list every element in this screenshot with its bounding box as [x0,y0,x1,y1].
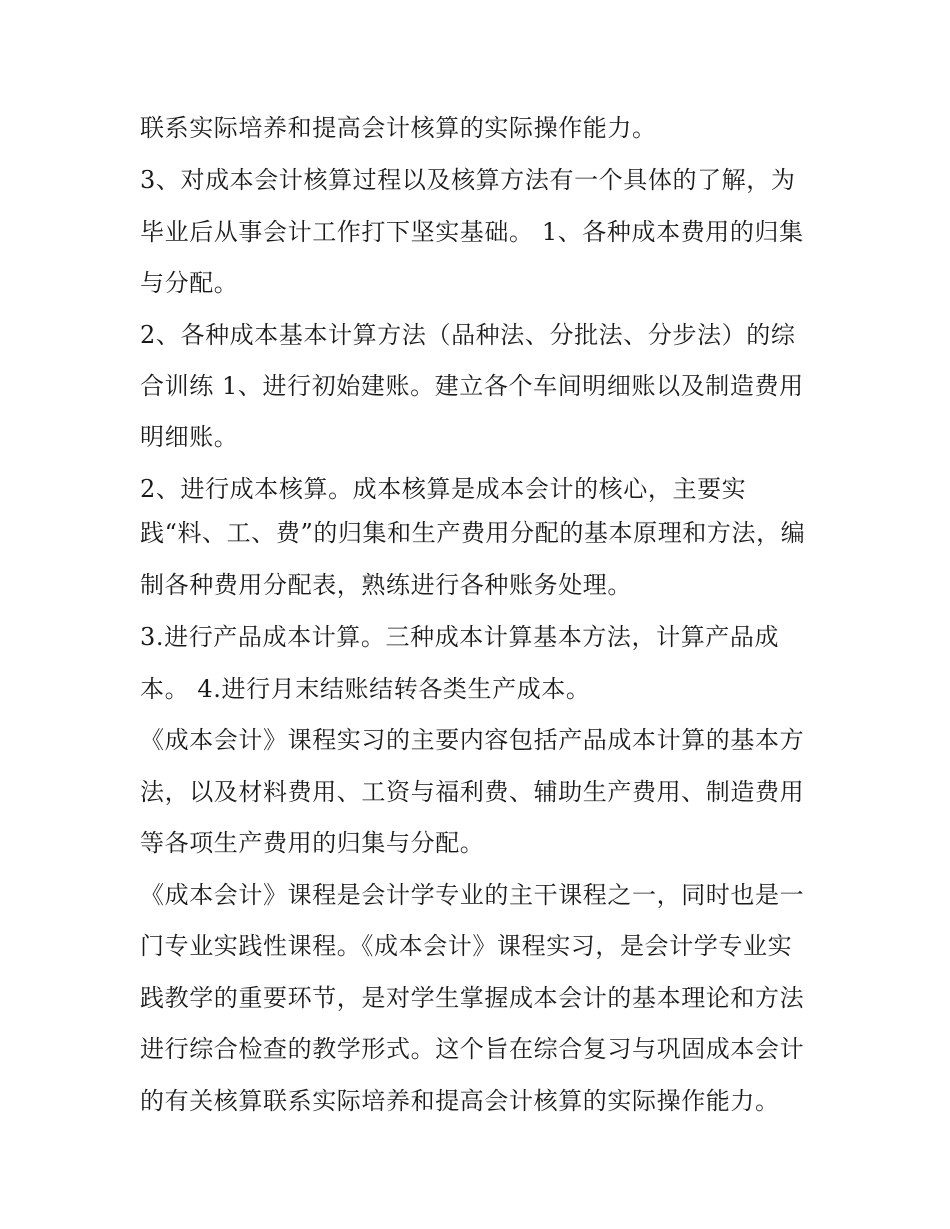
text-line: 明细账。 [140,423,239,451]
text-line: 《成本会计》课程实习的主要内容包括产品成本计算的基本方 [140,726,805,754]
text-line: 《成本会计》课程是会计学专业的主干课程之一，同时也是一 [140,881,805,909]
text-line: 2、进行成本核算。成本核算是成本会计的核心，主要实 [140,475,747,503]
text-line: 合训练 1、进行初始建账。建立各个车间明细账以及制造费用 [140,372,804,400]
text-line: 进行综合检查的教学形式。这个旨在综合复习与巩固成本会计 [140,1035,805,1063]
text-line: 本。 4.进行月末结账结转各类生产成本。 [140,675,591,703]
text-line: 践“料、工、费”的归集和生产费用分配的基本原理和方法，编 [140,519,806,547]
text-line: 3.进行产品成本计算。三种成本计算基本方法，计算产品成 [140,623,780,651]
text-line: 践教学的重要环节，是对学生掌握成本会计的基本理论和方法 [140,984,805,1012]
text-line: 毕业后从事会计工作打下坚实基础。 1、各种成本费用的归集 [140,218,804,246]
text-line: 门专业实践性课程。《成本会计》课程实习，是会计学专业实 [140,932,793,960]
text-line: 2、各种成本基本计算方法（品种法、分批法、分步法）的综 [140,321,796,349]
text-line: 与分配。 [140,269,239,297]
text-line: 制各种费用分配表，熟练进行各种账务处理。 [140,571,632,599]
text-line: 的有关核算联系实际培养和提高会计核算的实际操作能力。 [140,1087,780,1115]
text-line: 3、对成本会计核算过程以及核算方法有一个具体的了解，为 [140,166,796,194]
text-line: 等各项生产费用的归集与分配。 [140,829,485,857]
text-line: 法，以及材料费用、工资与福利费、辅助生产费用、制造费用 [140,778,805,806]
text-line: 联系实际培养和提高会计核算的实际操作能力。 [140,114,657,142]
